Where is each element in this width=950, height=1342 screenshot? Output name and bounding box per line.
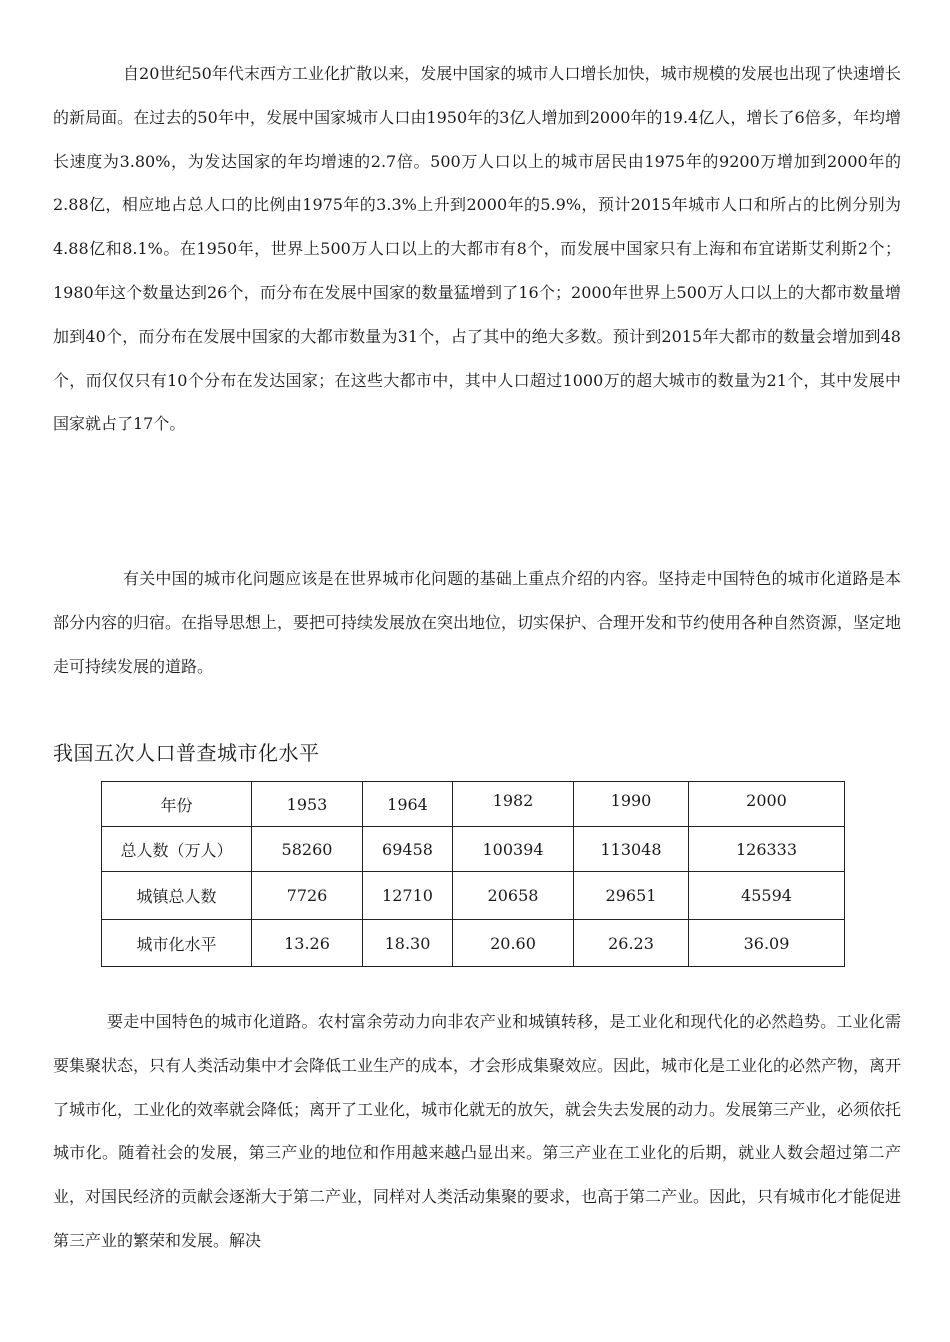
table-cell: 20.60: [453, 920, 574, 967]
table-cell: 126333: [689, 827, 845, 872]
row-label: 城镇总人数: [102, 872, 252, 920]
paragraph-1: 自20世纪50年代末西方工业化扩散以来，发展中国家的城市人口增长加快，城市规模的发展也出现了快速增长的新局面。在过去的50年中，发展中国家城市人口由1950年的3亿人增加到2000年的19.4亿人，增长了6倍多，年均增长速度为3.80%，为发达国家的年均增速的2.7倍。500万人口以上的城市居民由1975年的9200万增加到2000年的2.88亿，相应地占总人口的比例由1975年的3.3%上升到2000年的5.9%，预计2015年城市人口和所占的比例分别为4.88亿和8.1%。在1950年，世界上500万人口以上的大都市有8个，而发展中国家只有上海和布宜诺斯艾利斯2个；1980年这个数量达到26个，而分布在发展中国家的数量猛增到了16个；2000年世界上500万人口以上的大都市数量增加到40个，而分布在发展中国家的大都市数量为31个，占了其中的绝大多数。预计到2015年大都市的数量会增加到48个，而仅仅只有10个分布在发达国家；在这些大都市中，其中人口超过1000万的超大城市的数量为21个，其中发展中国家就占了17个。: [53, 64, 901, 434]
header-cell: 年份: [102, 782, 252, 827]
table-header-row: [102, 782, 845, 827]
paragraph-2: 有关中国的城市化问题应该是在世界城市化问题的基础上重点介绍的内容。坚持走中国特色的城市化道路是本部分内容的归宿。在指导思想上，要把可持续发展放在突出地位，切实保护、合理开发和节约使用各种自然资源，坚定地走可持续发展的道路。: [53, 569, 902, 676]
table-cell: 36.09: [689, 920, 845, 967]
header-cell: 2000: [689, 782, 845, 827]
table-cell: 45594: [689, 872, 845, 920]
table-cell: 113048: [574, 827, 689, 872]
table-cell: 100394: [453, 827, 574, 872]
table-cell: 7726: [252, 872, 363, 920]
table-cell: 26.23: [574, 920, 689, 967]
table-cell: 69458: [363, 827, 453, 872]
table-cell: 29651: [574, 872, 689, 920]
header-cell: 1953: [252, 782, 363, 827]
header-cell: 1990: [574, 782, 689, 827]
table-cell: 18.30: [363, 920, 453, 967]
paragraph-3: 要走中国特色的城市化道路。农村富余劳动力向非农产业和城镇转移，是工业化和现代化的必然趋势。工业化需要集聚状态，只有人类活动集中才会降低工业生产的成本，才会形成集聚效应。因此，城市化是工业化的必然产物，离开了城市化，工业化的效率就会降低；离开了工业化，城市化就无的放矢，就会失去发展的动力。发展第三产业，必须依托城市化。随着社会的发展，第三产业的地位和作用越来越凸显出来。第三产业在工业化的后期，就业人数会超过第二产业，对国民经济的贡献会逐渐大于第二产业，同样对人类活动集聚的要求，也高于第二产业。因此，只有城市化才能促进第三产业的繁荣和发展。解决: [53, 1012, 902, 1250]
table-caption: 我国五次人口普查城市化水平: [53, 741, 320, 765]
row-label: 城市化水平: [102, 920, 252, 967]
table-row: [102, 827, 845, 872]
table-row: [102, 872, 845, 920]
header-cell: 1964: [363, 782, 453, 827]
header-cell: 1982: [453, 782, 574, 827]
census-table: [101, 781, 845, 967]
table-row: [102, 920, 845, 967]
table-cell: 58260: [252, 827, 363, 872]
row-label: 总人数（万人）: [102, 827, 252, 872]
table-cell: 13.26: [252, 920, 363, 967]
table-cell: 12710: [363, 872, 453, 920]
table-cell: 20658: [453, 872, 574, 920]
